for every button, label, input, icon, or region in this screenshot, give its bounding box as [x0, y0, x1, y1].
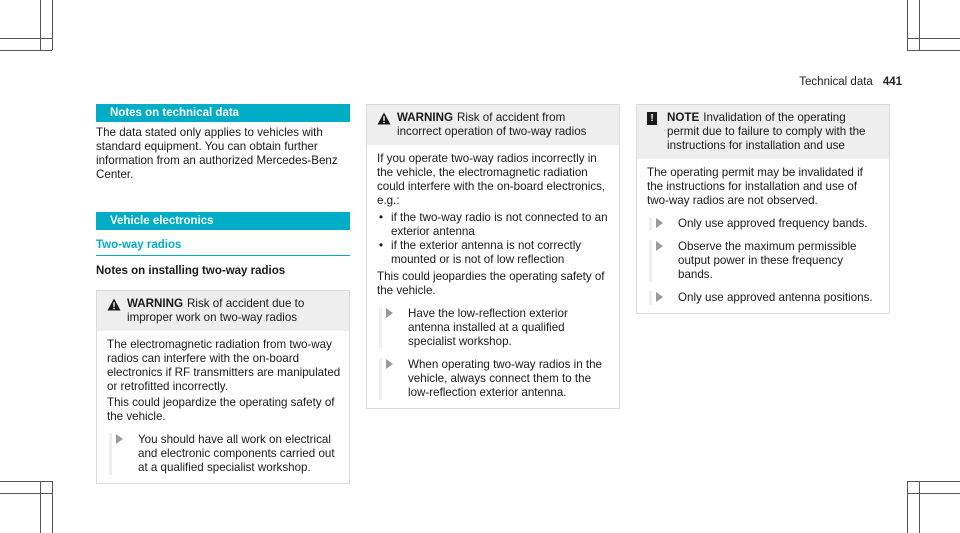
step-text: You should have all work on electrical and electronic components carried out at a qualified specialist workshop. — [138, 433, 335, 474]
column-right — [636, 104, 890, 314]
warning-body — [367, 145, 619, 408]
section-title-notes: Notes on technical data — [96, 104, 350, 122]
instruction-step — [649, 240, 881, 282]
note-title: Invalidation of the operating permit due to failure to comply with the instructions for installation and use — [667, 111, 866, 152]
warning-paragraph: This could jeopardize the operating safety of the vehicle. — [107, 396, 335, 423]
step-text: When operating two-way radios in the vehicle, always connect them to the low-reflection exterior antenna. — [408, 358, 602, 399]
crop-mark — [907, 481, 908, 533]
note-body — [637, 159, 889, 313]
section-name: Technical data — [799, 76, 873, 88]
warning-label: WARNING — [397, 111, 454, 124]
subhead-two-way-radios: Two-way radios — [96, 238, 350, 256]
column-middle — [366, 104, 620, 409]
heading-installing: Notes on installing two-way radios — [96, 265, 286, 277]
bullet-list — [377, 211, 611, 267]
note-box — [636, 104, 890, 314]
warning-paragraph: The electromagnetic radiation from two-way radios can interfere with the on-board electronics if RF transmitters are manipulated or retrofitted incorrectly. — [107, 338, 341, 393]
note-paragraph: The operating permit may be invalidated if the instructions for installation and use of two-way radios are not observed. — [647, 166, 863, 207]
crop-mark — [0, 493, 52, 494]
arrow-right-icon — [656, 218, 663, 228]
list-item: • if the two-way radio is not connected to an exterior antenna — [377, 211, 611, 239]
warning-title: Risk of accident due to improper work on two-way radios — [127, 297, 305, 324]
warning-label: WARNING — [127, 297, 184, 310]
notes-body: The data stated only applies to vehicles with standard equipment. You can obtain further information from an authorized Mercedes-Benz Center. — [96, 126, 338, 181]
warning-triangle-icon — [377, 112, 391, 125]
instruction-step — [379, 307, 611, 349]
crop-mark — [907, 50, 960, 51]
arrow-right-icon — [656, 292, 663, 302]
instruction-step — [649, 217, 881, 231]
crop-mark — [40, 481, 41, 533]
list-item: • if the exterior antenna is not correctly mounted or is not of low reflection — [377, 239, 611, 267]
column-left — [96, 104, 350, 484]
running-header — [799, 75, 902, 89]
warning-box — [366, 104, 620, 409]
crop-mark — [919, 481, 920, 533]
note-header — [637, 105, 889, 159]
crop-mark — [907, 0, 908, 50]
arrow-right-icon — [386, 359, 393, 369]
warning-intro: If you operate two-way radios incorrectly in the vehicle, the electromagnetic radiation could interfere with the on-board electronics, e.g.: — [377, 152, 606, 207]
crop-mark — [907, 481, 960, 482]
note-label: NOTE — [667, 111, 700, 124]
exclamation-icon: ! — [647, 112, 657, 125]
crop-mark — [0, 481, 52, 482]
crop-mark — [52, 481, 53, 533]
section-title-electronics: Vehicle electronics — [96, 212, 350, 230]
crop-mark — [52, 0, 53, 50]
step-text: Have the low-reflection exterior antenna installed at a qualified specialist workshop. — [408, 307, 568, 348]
warning-paragraph: This could jeopardies the operating safety of the vehicle. — [377, 270, 605, 297]
arrow-right-icon — [116, 434, 123, 444]
instruction-step — [109, 433, 341, 475]
step-text: Only use approved frequency bands. — [678, 217, 868, 230]
warning-triangle-icon — [107, 298, 121, 311]
crop-mark — [907, 493, 960, 494]
step-text: Observe the maximum permissible output power in these frequency bands. — [678, 240, 857, 281]
crop-mark — [0, 38, 52, 39]
warning-body — [97, 331, 349, 483]
crop-mark — [907, 38, 960, 39]
warning-header — [97, 291, 349, 331]
step-text: Only use approved antenna positions. — [678, 291, 873, 304]
instruction-step — [649, 291, 881, 305]
crop-mark — [40, 0, 41, 50]
arrow-right-icon — [656, 241, 663, 251]
warning-title: Risk of accident from incorrect operation of two-way radios — [397, 111, 587, 138]
instruction-step — [379, 358, 611, 400]
warning-header — [367, 105, 619, 145]
arrow-right-icon — [386, 308, 393, 318]
crop-mark — [0, 50, 52, 51]
crop-mark — [919, 0, 920, 50]
page-number: 441 — [882, 76, 902, 88]
warning-box — [96, 290, 350, 484]
